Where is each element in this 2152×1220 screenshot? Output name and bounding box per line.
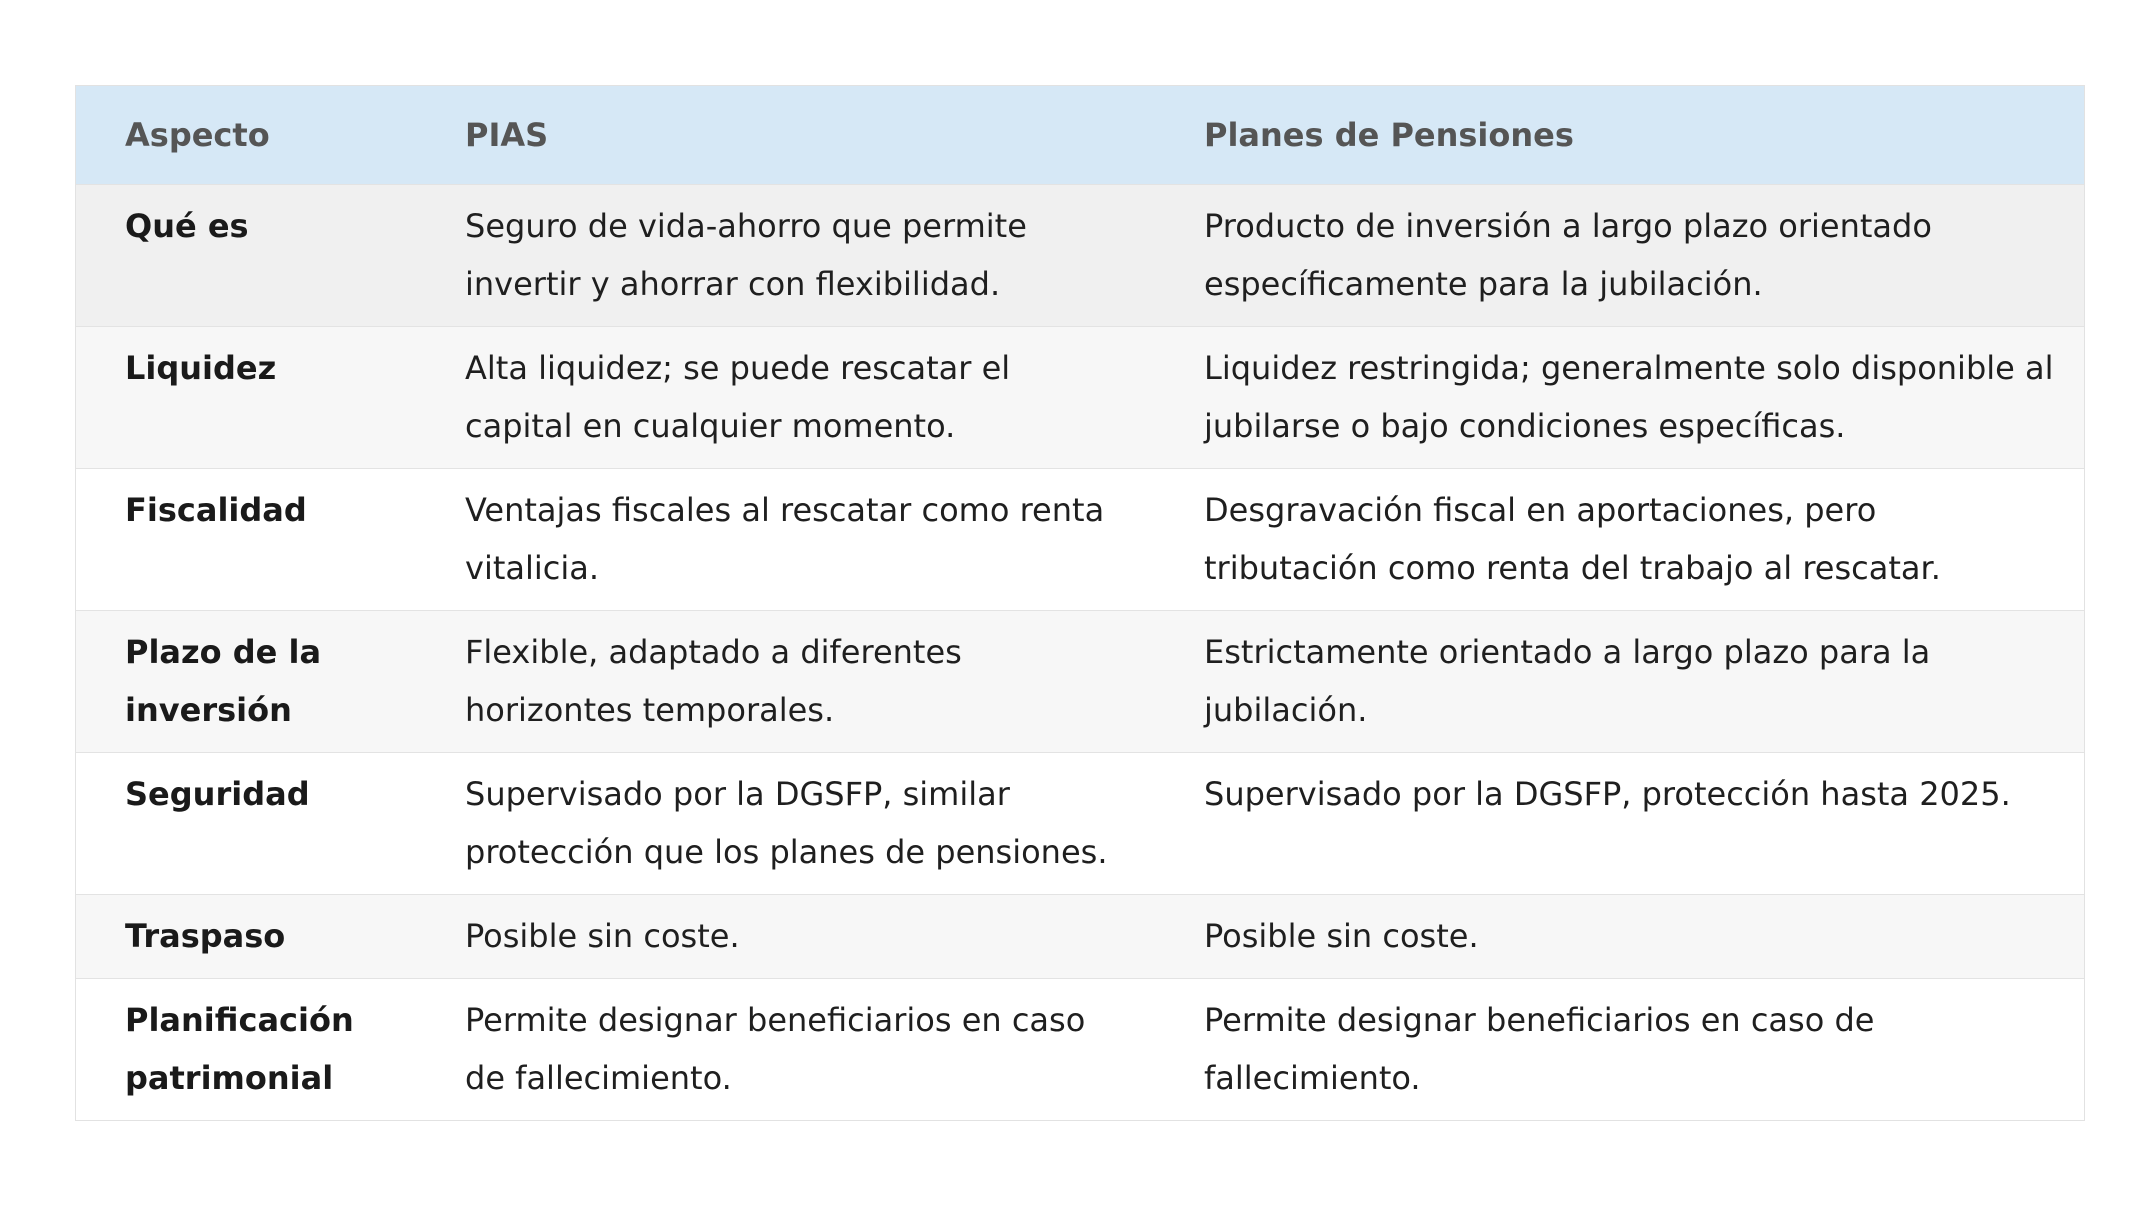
row-aspect-cell: Fiscalidad [125,490,307,529]
row-planes-cell: Producto de inversión a largo plazo orientado específicamente para la jubilación. [1204,206,1932,303]
row-aspect-cell: Liquidez [125,348,277,387]
header-aspecto: Aspecto [125,115,270,154]
row-pias-cell: Flexible, adaptado a diferentes horizontes temporales. [465,632,962,729]
comparison-table [76,86,2084,1120]
table-row [76,468,2084,610]
row-pias-cell: Seguro de vida-ahorro que permite invertir y ahorrar con flexibilidad. [465,206,1027,303]
row-planes-cell: Liquidez restringida; generalmente solo disponible al jubilarse o bajo condiciones específicas. [1204,348,2054,445]
row-aspect-cell: Seguridad [125,774,310,813]
row-planes-cell: Supervisado por la DGSFP, protección hasta 2025. [1204,774,2011,813]
table-row [76,894,2084,978]
table-row [76,326,2084,468]
comparison-table-container [75,85,2085,1121]
row-pias-cell: Ventajas fiscales al rescatar como renta vitalicia. [465,490,1105,587]
row-pias-cell: Supervisado por la DGSFP, similar protección que los planes de pensiones. [465,774,1108,871]
header-pias: PIAS [465,115,549,154]
table-row [76,978,2084,1120]
row-aspect-cell: Traspaso [125,916,286,955]
row-pias-cell: Permite designar beneficiarios en caso de fallecimiento. [465,1000,1086,1097]
row-pias-cell: Posible sin coste. [465,916,740,955]
row-aspect-cell: Qué es [125,206,249,245]
header-row [76,86,2084,184]
row-planes-cell: Permite designar beneficiarios en caso de fallecimiento. [1204,1000,1875,1097]
row-planes-cell: Desgravación fiscal en aportaciones, pero tributación como renta del trabajo al rescatar. [1204,490,1941,587]
table-header [76,86,2084,184]
table-body [76,184,2084,1120]
row-aspect-cell: Planificación patrimonial [125,1000,354,1097]
row-planes-cell: Posible sin coste. [1204,916,1479,955]
row-pias-cell: Alta liquidez; se puede rescatar el capital en cualquier momento. [465,348,1011,445]
row-aspect-cell: Plazo de la inversión [125,632,322,729]
row-planes-cell: Estrictamente orientado a largo plazo para la jubilación. [1204,632,1931,729]
table-row [76,752,2084,894]
table-row [76,610,2084,752]
table-row [76,184,2084,326]
header-planes-pensiones: Planes de Pensiones [1204,115,1574,154]
